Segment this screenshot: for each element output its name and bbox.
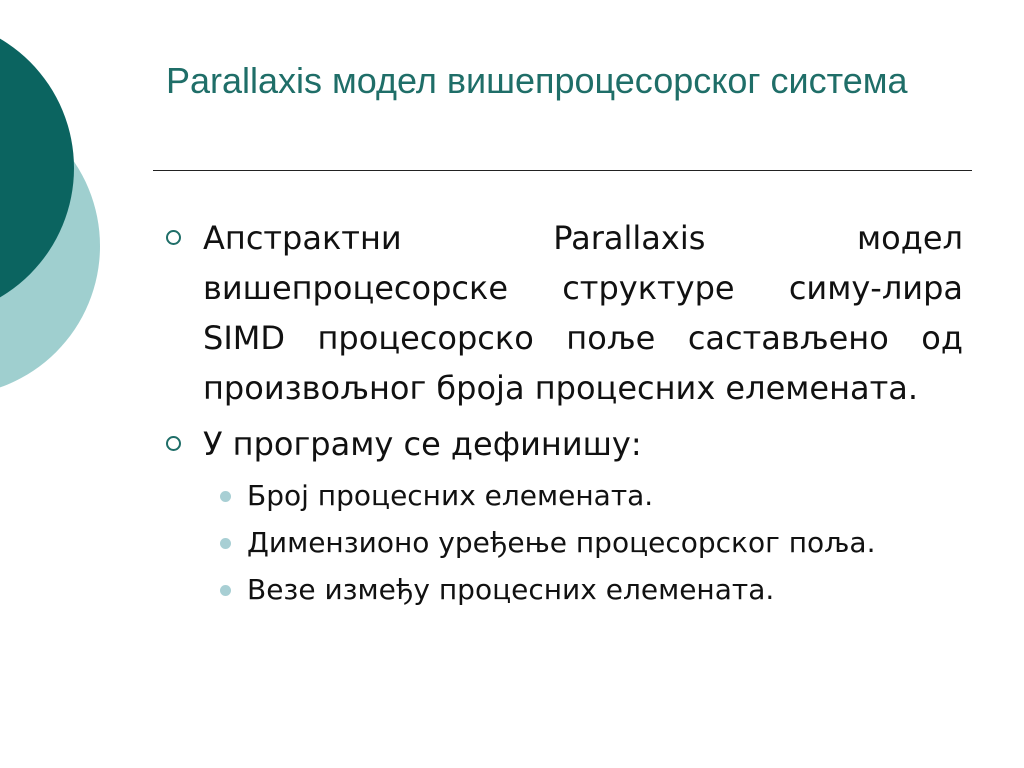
bullet-item xyxy=(163,419,963,469)
bullet-text: Апстрактни Parallaxis модел вишепроцесорске структуре симу-лира SIMD процесорско поље састављено од произвољног броја процесних елемената. xyxy=(203,219,963,407)
sub-bullet-item xyxy=(163,475,963,517)
hollow-circle-bullet-icon xyxy=(166,436,181,451)
sub-bullet-item xyxy=(163,522,963,564)
sub-bullet-text: Димензионо уређење процесорског поља. xyxy=(247,526,876,559)
bullet-text: У програму се дефинишу: xyxy=(203,425,642,463)
slide-title: Parallaxis модел вишепроцесорског система xyxy=(166,60,908,101)
dot-bullet-icon xyxy=(220,491,231,502)
sub-bullet-item xyxy=(163,569,963,611)
dot-bullet-icon xyxy=(220,538,231,549)
hollow-circle-bullet-icon xyxy=(166,230,181,245)
sub-bullet-text: Везе између процесних елемената. xyxy=(247,573,775,606)
slide-body xyxy=(163,213,963,616)
dot-bullet-icon xyxy=(220,585,231,596)
sub-bullet-text: Број процесних елемената. xyxy=(247,479,654,512)
title-divider xyxy=(153,170,972,171)
bullet-item xyxy=(163,213,963,413)
